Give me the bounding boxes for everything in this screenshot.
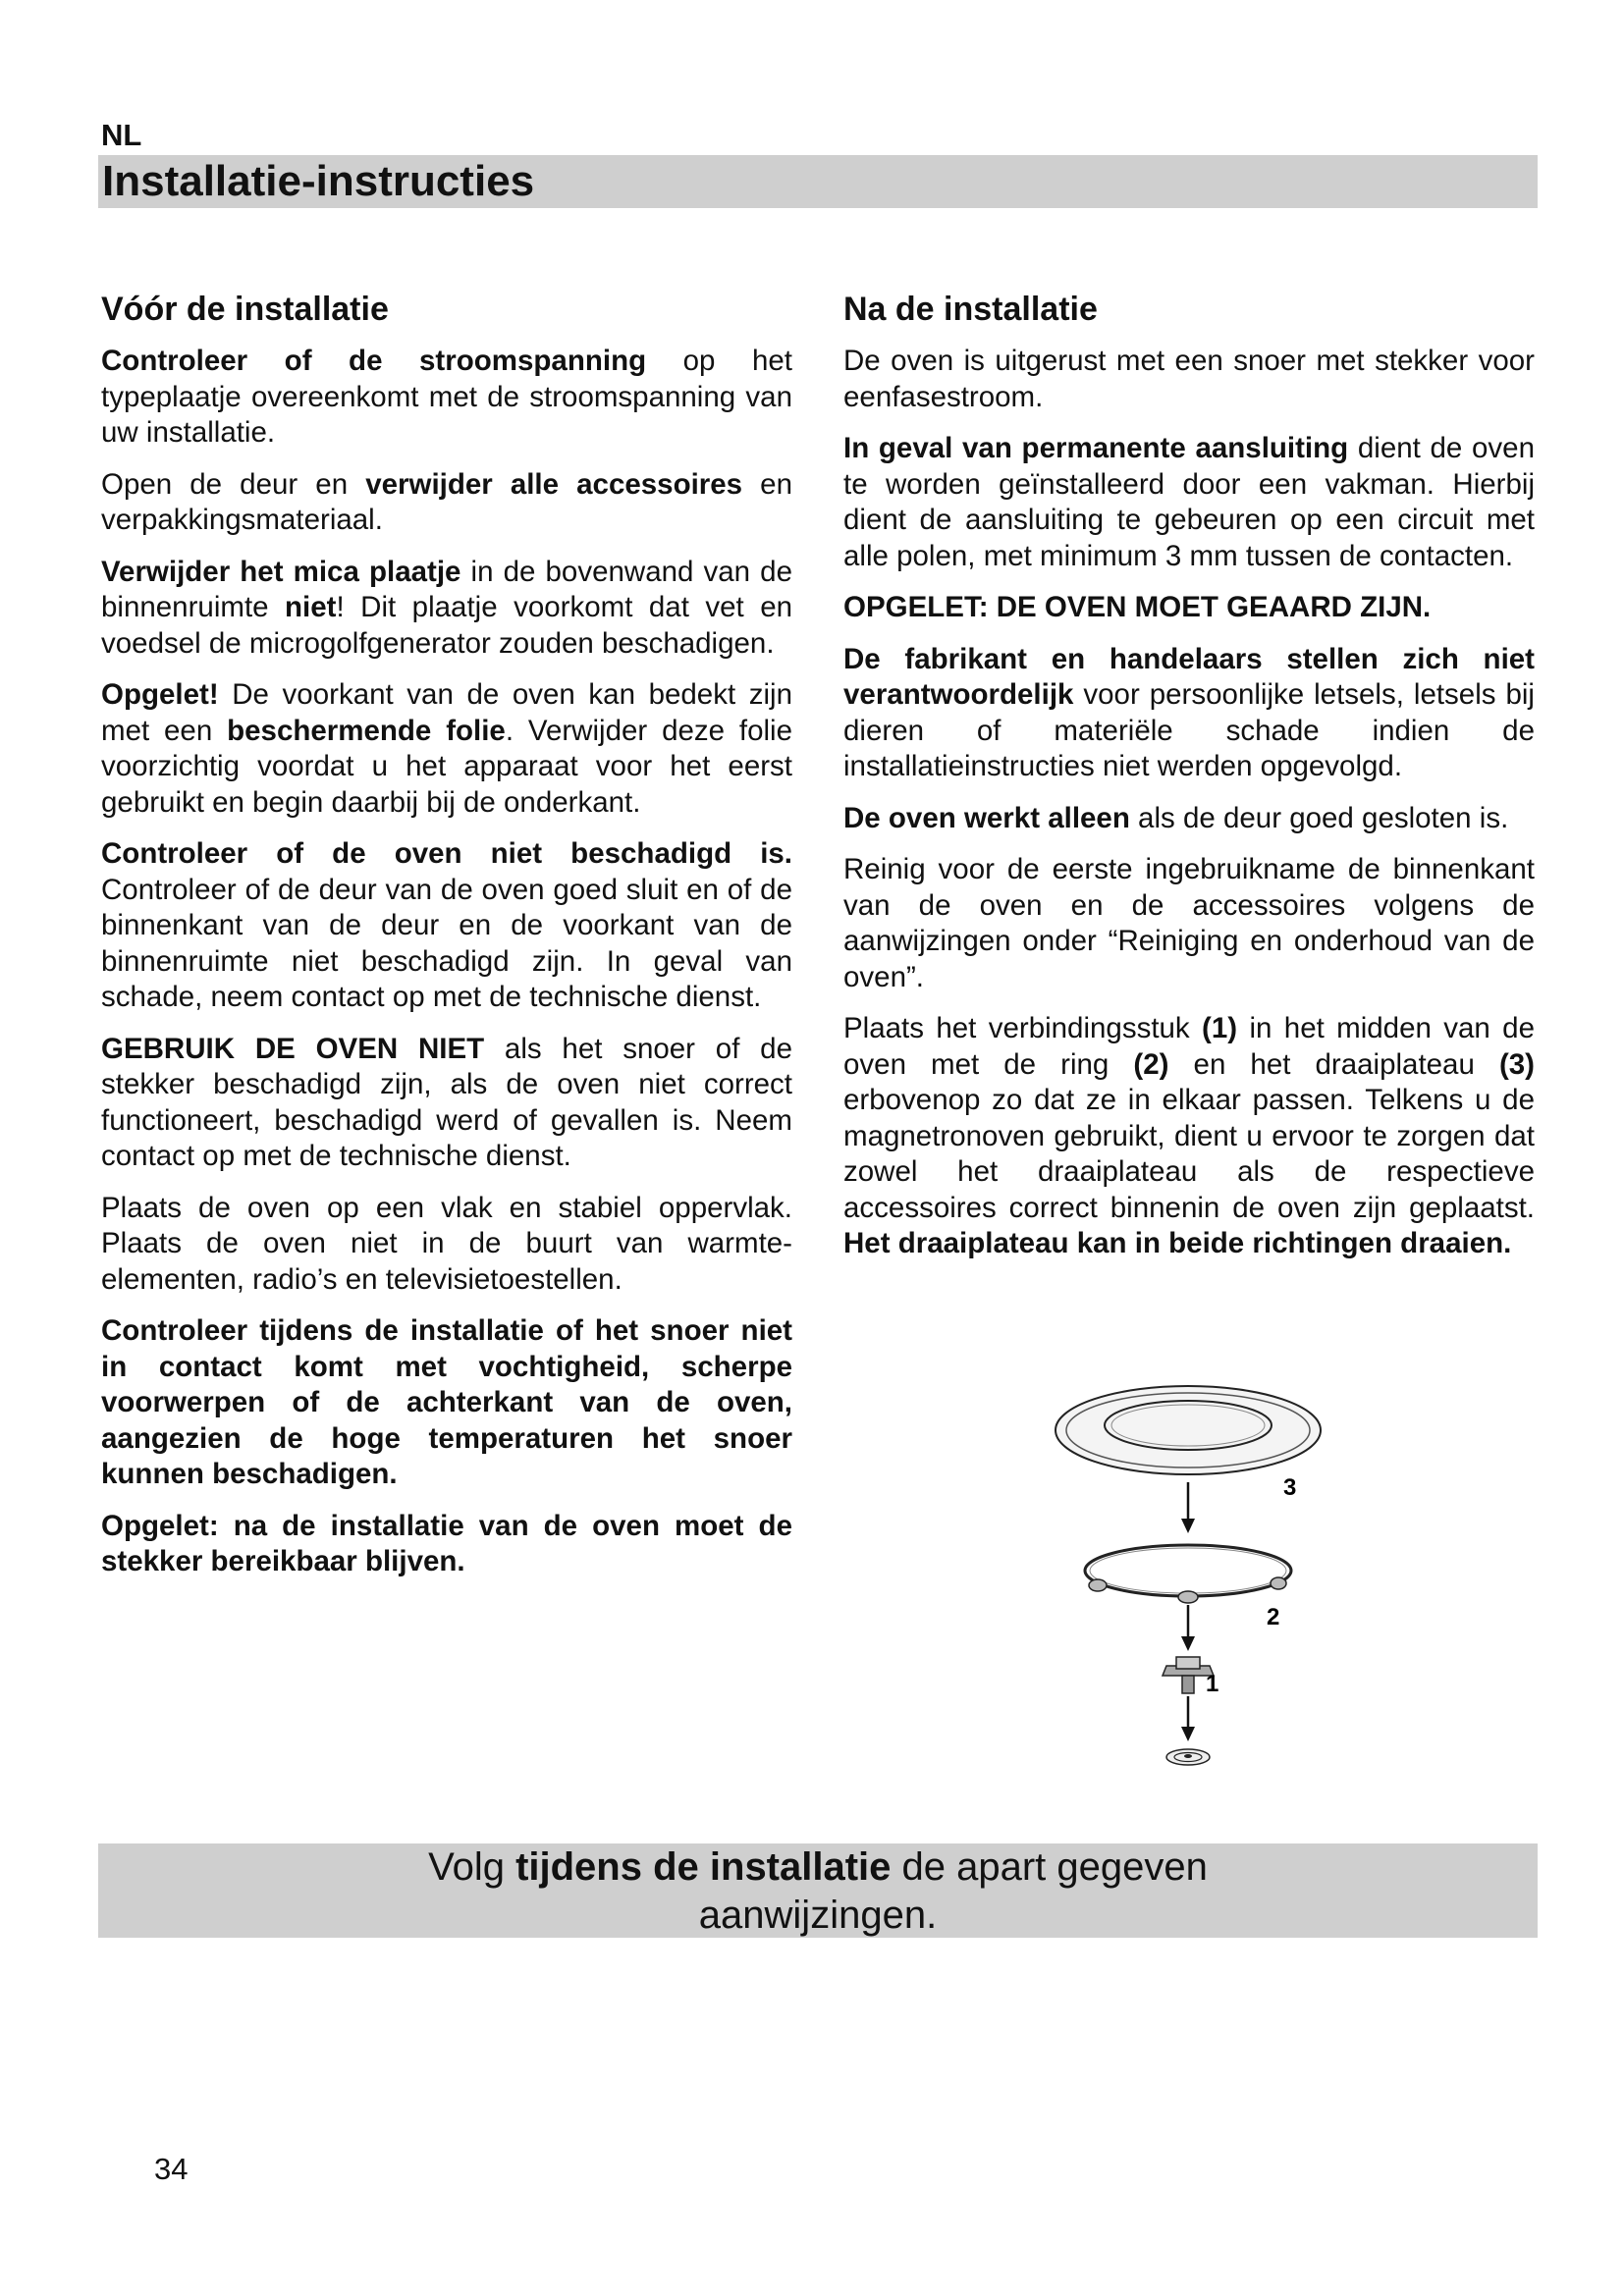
arrow-down-icon [1181,1605,1195,1651]
drive-shaft-icon [1166,1749,1210,1765]
paragraph: In geval van permanente aansluiting dient de oven te worden geïnstalleerd door een vakman. Hierbij dient de aansluiting te gebeuren op een circuit met alle polen, met minimum 3 mm tussen de contacten. [843,432,1535,572]
paragraph: Open de deur en verwijder alle accessoires en verpakkingsmateriaal. [101,467,792,536]
label-ring: 2 [1267,1604,1280,1630]
paragraph: Controleer of de oven niet beschadigd is. Controleer of de deur van de oven goed sluit en of de binnenkant van de deur en de voorkant van de binnenruimte niet beschadigd zijn. In geval van schade, neem contact op met de technische dienst. [101,837,792,1013]
page-title: Installatie-instructies [102,157,535,205]
paragraph: Plaats de oven op een vlak en stabiel oppervlak. Plaats de oven niet in de buurt van warmte-elementen, radio’s en televisietoestellen. [101,1191,792,1296]
label-coupler: 1 [1206,1671,1219,1697]
paragraph: De oven werkt alleen als de deur goed gesloten is. [843,801,1509,834]
label-plate: 3 [1283,1474,1297,1501]
arrow-down-icon [1181,1482,1195,1533]
language-code: NL [101,118,142,152]
turntable-assembly-diagram [1051,1379,1326,1791]
notice-line-2: aanwijzingen. [698,1894,938,1937]
right-column [843,289,1535,1278]
roller-ring-icon [1085,1545,1291,1603]
paragraph: Reinig voor de eerste ingebruikname de binnenkant van de oven en de accessoires volgens de aanwijzingen onder “Reiniging en onderhoud van de oven”. [843,853,1535,993]
paragraph: Opgelet! De voorkant van de oven kan bedekt zijn met een beschermende folie. Verwijder deze folie voorzichtig voordat u het apparaat voor het eerst gebruikt en begin daarbij bij de onderkant. [101,678,793,819]
paragraph: GEBRUIK DE OVEN NIET als het snoer of de stekker beschadigd zijn, als de oven niet correct functioneert, beschadigd werd of gevallen is. Neem contact op met de technische dienst. [101,1032,792,1172]
section-title-bar [98,155,1538,208]
paragraph: Verwijder het mica plaatje in de bovenwand van de binnenruimte niet! Dit plaatje voorkomt dat vet en voedsel de microgolfgenerator zouden beschadigen. [101,555,793,660]
paragraph: Controleer of de stroomspanning op het typeplaatje overeenkomt met de stroomspanning van uw installatie. [101,345,792,449]
arrow-down-icon [1181,1696,1195,1741]
paragraph: De oven is uitgerust met een snoer met stekker voor eenfasestroom. [843,345,1535,413]
paragraph: De fabrikant en handelaars stellen zich niet verantwoordelijk voor persoonlijke letsels, letsels bij dieren of materiële schade indien de installatieinstructies niet werden opgevolgd. [843,642,1535,782]
installation-notice-bar [98,1843,1538,1938]
glass-plate-icon [1056,1386,1321,1474]
left-heading: Vóór de installatie [101,291,389,328]
paragraph: Opgelet: na de installatie van de oven moet de stekker bereikbaar blijven. [101,1509,792,1577]
paragraph: OPGELET: DE OVEN MOET GEAARD ZIJN. [843,591,1432,623]
page-number: 34 [154,2152,189,2186]
paragraph: Plaats het verbindingsstuk (1) in het midden van de oven met de ring (2) en het draaiplateau (3) erbovenop zo dat ze in elkaar passen. Telkens u de magnetronoven gebruikt, dient u ervoor te zorgen dat zowel het draaiplateau als de respectieve accessoires correct binnenin de oven zijn geplaatst. Het draaiplateau kan in beide richtingen draaien. [843,1012,1535,1259]
left-column [101,289,792,1596]
paragraph: Controleer tijdens de installatie of het snoer niet in contact komt met vochtigheid, scherpe voorwerpen of de achterkant van de oven, aangezien de hoge temperaturen het snoer kunnen beschadigen. [101,1314,792,1490]
notice-line-1: Volg tijdens de installatie de apart gegeven [428,1845,1208,1889]
right-heading: Na de installatie [843,291,1098,328]
